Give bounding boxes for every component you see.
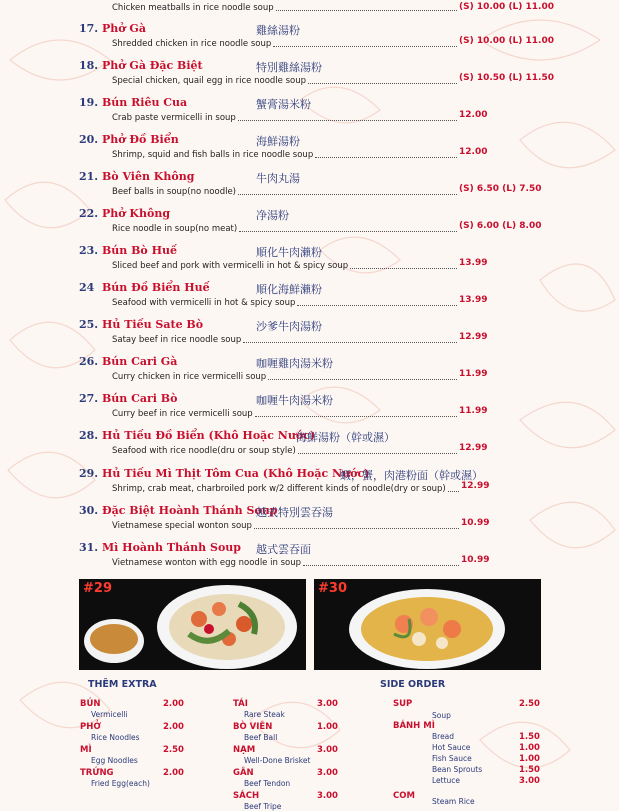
item-vietnamese-name: Bún Riêu Cua bbox=[102, 96, 188, 109]
extra-item-price: 3.00 bbox=[317, 768, 338, 778]
extra-item-price: 3.00 bbox=[317, 699, 338, 709]
dot-leader bbox=[297, 305, 457, 306]
item-description: Satay beef in rice noodle soup bbox=[112, 335, 242, 345]
item-number: 26. bbox=[79, 355, 99, 368]
item-vietnamese-name: Bò Viên Không bbox=[102, 170, 195, 183]
item-description: Curry beef in rice vermicelli soup bbox=[112, 409, 253, 419]
banh-mi-item-price: 1.50 bbox=[519, 732, 540, 742]
menu-item bbox=[0, 133, 619, 170]
item-chinese-name: 牛肉丸湯 bbox=[256, 172, 300, 185]
item-number: 27. bbox=[79, 392, 99, 405]
item-price: 12.99 bbox=[461, 481, 490, 491]
item-number: 23. bbox=[79, 244, 99, 257]
dot-leader bbox=[350, 268, 457, 269]
item-vietnamese-name: Phở Gà bbox=[102, 22, 146, 35]
banh-mi-item: Fish Sauce bbox=[432, 754, 472, 763]
banh-mi-item-price: 1.50 bbox=[519, 765, 540, 775]
item-price: 11.99 bbox=[459, 369, 488, 379]
photo-tag: #30 bbox=[318, 581, 347, 596]
menu-item bbox=[0, 281, 619, 318]
extra-item-english: Egg Noodles bbox=[91, 756, 138, 765]
item-chinese-name: 咖喱牛肉湯米粉 bbox=[256, 394, 333, 407]
dot-leader bbox=[254, 528, 459, 529]
item-number: 21. bbox=[79, 170, 99, 183]
dot-leader bbox=[276, 10, 457, 11]
item-price: 10.99 bbox=[461, 518, 490, 528]
extra-item-english: Fried Egg(each) bbox=[91, 779, 150, 788]
extra-item-english: Well-Done Brisket bbox=[244, 756, 311, 765]
item-number: 24 bbox=[79, 281, 95, 294]
item-description: Sliced beef and pork with vermicelli in hot & spicy soup bbox=[112, 261, 349, 271]
dot-leader bbox=[243, 342, 457, 343]
menu-item bbox=[0, 355, 619, 392]
dot-leader bbox=[255, 416, 457, 417]
item-number: 20. bbox=[79, 133, 99, 146]
banh-mi-item: Bean Sprouts bbox=[432, 765, 483, 774]
item-description: Special chicken, quail egg in rice noodle soup bbox=[112, 76, 307, 86]
dot-leader bbox=[238, 194, 457, 195]
item-price: (S) 6.00 (L) 8.00 bbox=[459, 221, 542, 231]
item-number: 25. bbox=[79, 318, 99, 331]
item-number: 18. bbox=[79, 59, 99, 72]
extra-item-english: Rice Noodles bbox=[91, 733, 140, 742]
banh-mi-item: Lettuce bbox=[432, 776, 461, 785]
menu-item bbox=[0, 170, 619, 207]
item-vietnamese-name: Đặc Biệt Hoành Thánh Soup bbox=[102, 504, 278, 517]
item-description: Shredded chicken in rice noodle soup bbox=[112, 39, 272, 49]
dot-leader bbox=[239, 231, 457, 232]
banh-mi-item-price: 1.00 bbox=[519, 754, 540, 764]
menu-item bbox=[0, 429, 619, 466]
menu-item bbox=[0, 96, 619, 133]
item-price: (S) 6.50 (L) 7.50 bbox=[459, 184, 542, 194]
item-chinese-name: 越式雲吞面 bbox=[256, 543, 311, 556]
dot-leader bbox=[298, 453, 457, 454]
dot-leader bbox=[303, 565, 459, 566]
item-chinese-name: 蝦，蟹，肉港粉面（幹或濕） bbox=[340, 469, 483, 482]
item-price: 13.99 bbox=[459, 295, 488, 305]
dot-leader bbox=[273, 46, 457, 47]
banh-mi-item: Bread bbox=[432, 732, 455, 741]
item-price: (S) 10.00 (L) 11.00 bbox=[459, 2, 555, 12]
side-sup-name: SUP bbox=[393, 699, 413, 709]
item-chinese-name: 海鮮湯粉 bbox=[256, 135, 300, 148]
item-description: Chicken meatballs in rice noodle soup bbox=[112, 3, 274, 13]
extra-title: THÊM EXTRA bbox=[88, 679, 157, 690]
item-vietnamese-name: Phở Gà Đặc Biệt bbox=[102, 59, 203, 72]
item-description: Seafood with rice noodle(dru or soup style) bbox=[112, 446, 296, 456]
extra-item-english: Vermicelli bbox=[91, 710, 128, 719]
item-price: (S) 10.50 (L) 11.50 bbox=[459, 73, 555, 83]
extra-item-price: 2.00 bbox=[163, 768, 184, 778]
item-description: Vietnamese special wonton soup bbox=[112, 521, 252, 531]
dot-leader bbox=[308, 83, 457, 84]
extra-item-price: 1.00 bbox=[317, 722, 338, 732]
item-price: 12.99 bbox=[459, 443, 488, 453]
menu-item bbox=[0, 59, 619, 96]
extra-item-english: Beef Tripe bbox=[244, 802, 282, 811]
side-com-name: COM bbox=[393, 791, 415, 801]
item-chinese-name: 蟹膏湯米粉 bbox=[256, 98, 311, 111]
dot-leader bbox=[268, 379, 457, 380]
item-number: 28. bbox=[79, 429, 99, 442]
menu-item bbox=[0, 244, 619, 281]
item-description: Seafood with vermicelli in hot & spicy soup bbox=[112, 298, 296, 308]
menu-item bbox=[0, 392, 619, 429]
item-chinese-name: 雞絲湯粉 bbox=[256, 24, 300, 37]
item-vietnamese-name: Bún Đồ Biển Huế bbox=[102, 281, 210, 294]
extra-item-english: Beef Ball bbox=[244, 733, 278, 742]
dish-30-illustration bbox=[314, 579, 541, 670]
item-vietnamese-name: Hủ Tiếu Mì Thịt Tôm Cua (Khô Hoặc Nước) bbox=[102, 467, 370, 480]
item-vietnamese-name: Bún Bò Huế bbox=[102, 244, 177, 257]
item-number: 22. bbox=[79, 207, 99, 220]
menu-item bbox=[0, 504, 619, 541]
dot-leader bbox=[315, 157, 457, 158]
extra-item-price: 3.00 bbox=[317, 745, 338, 755]
extra-item-price: 3.00 bbox=[317, 791, 338, 801]
item-vietnamese-name: Hủ Tiếu Đồ Biển (Khô Hoặc Nước) bbox=[102, 429, 316, 442]
menu-item bbox=[0, 467, 619, 504]
item-price: 12.99 bbox=[459, 332, 488, 342]
banh-mi-item: Hot Sauce bbox=[432, 743, 471, 752]
item-number: 29. bbox=[79, 467, 99, 480]
extra-item-name: GÂN bbox=[233, 768, 254, 778]
extra-item-english: Rare Steak bbox=[244, 710, 285, 719]
extra-item-name: TÁI bbox=[233, 699, 248, 709]
item-number: 17. bbox=[79, 22, 99, 35]
side-banh-mi-name: BÁNH MÌ bbox=[393, 721, 435, 731]
item-vietnamese-name: Hủ Tiếu Sate Bò bbox=[102, 318, 204, 331]
extra-item-price: 2.00 bbox=[163, 722, 184, 732]
item-number: 31. bbox=[79, 541, 99, 554]
item-chinese-name: 特別雞絲湯粉 bbox=[256, 61, 322, 74]
item-price: 10.99 bbox=[461, 555, 490, 565]
dot-leader bbox=[238, 120, 457, 121]
extra-item-name: BÒ VIÊN bbox=[233, 722, 273, 732]
banh-mi-item-price: 1.00 bbox=[519, 743, 540, 753]
item-description: Shrimp, squid and fish balls in rice noodle soup bbox=[112, 150, 314, 160]
item-description: Shrimp, crab meat, charbroiled pork w/2 different kinds of noodle(dry or soup) bbox=[112, 484, 446, 494]
item-price: 13.99 bbox=[459, 258, 488, 268]
item-chinese-name: 順化海鮮瀨粉 bbox=[256, 283, 322, 296]
side-order-title: SIDE ORDER bbox=[380, 679, 446, 690]
extra-item-name: PHỞ bbox=[80, 722, 101, 732]
item-number: 30. bbox=[79, 504, 99, 517]
item-price: 12.00 bbox=[459, 110, 488, 120]
item-vietnamese-name: Mì Hoành Thánh Soup bbox=[102, 541, 241, 554]
item-price: 11.99 bbox=[459, 406, 488, 416]
photo-tag: #29 bbox=[83, 581, 112, 596]
item-vietnamese-name: Phở Không bbox=[102, 207, 171, 220]
item-vietnamese-name: Bún Cari Bò bbox=[102, 392, 178, 405]
item-price: (S) 10.00 (L) 11.00 bbox=[459, 36, 555, 46]
item-chinese-name: 咖喱雞肉湯米粉 bbox=[256, 357, 333, 370]
menu-item bbox=[0, 318, 619, 355]
item-description: Beef balls in soup(no noodle) bbox=[112, 187, 237, 197]
photo-dish-29 bbox=[79, 579, 306, 670]
menu-item bbox=[0, 207, 619, 244]
extra-item-name: MÌ bbox=[80, 745, 92, 755]
item-description: Rice noodle in soup(no meat) bbox=[112, 224, 238, 234]
extra-item-name: NẠM bbox=[233, 745, 256, 755]
item-chinese-name: 順化牛肉瀨粉 bbox=[256, 246, 322, 259]
item-chinese-name: 海鮮湯粉（幹或濕） bbox=[296, 431, 395, 444]
item-number: 19. bbox=[79, 96, 99, 109]
photo-dish-30 bbox=[314, 579, 541, 670]
extra-item-price: 2.50 bbox=[163, 745, 184, 755]
item-vietnamese-name: Bún Cari Gà bbox=[102, 355, 178, 368]
extra-item-name: BÚN bbox=[80, 699, 101, 709]
extra-item-price: 2.00 bbox=[163, 699, 184, 709]
extra-item-english: Beef Tendon bbox=[244, 779, 291, 788]
side-com-en: Steam Rice bbox=[432, 797, 475, 806]
item-chinese-name: 越式特別雲吞湯 bbox=[256, 506, 333, 519]
extra-item-name: TRỨNG bbox=[80, 768, 114, 778]
side-sup-price: 2.50 bbox=[519, 699, 540, 709]
item-description: Crab paste vermicelli in soup bbox=[112, 113, 236, 123]
side-sup-en: Soup bbox=[432, 711, 451, 720]
extra-item-name: SÁCH bbox=[233, 791, 260, 801]
dot-leader bbox=[448, 491, 459, 492]
item-description: Curry chicken in rice vermicelli soup bbox=[112, 372, 267, 382]
banh-mi-item-price: 3.00 bbox=[519, 776, 540, 786]
menu-item bbox=[0, 541, 619, 578]
item-description: Vietnamese wonton with egg noodle in soup bbox=[112, 558, 301, 568]
menu-item bbox=[0, 22, 619, 59]
dish-29-illustration bbox=[79, 579, 306, 670]
item-chinese-name: 净湯粉 bbox=[256, 209, 289, 222]
item-vietnamese-name: Phở Đồ Biển bbox=[102, 133, 179, 146]
item-price: 12.00 bbox=[459, 147, 488, 157]
item-chinese-name: 沙爹牛肉湯粉 bbox=[256, 320, 322, 333]
